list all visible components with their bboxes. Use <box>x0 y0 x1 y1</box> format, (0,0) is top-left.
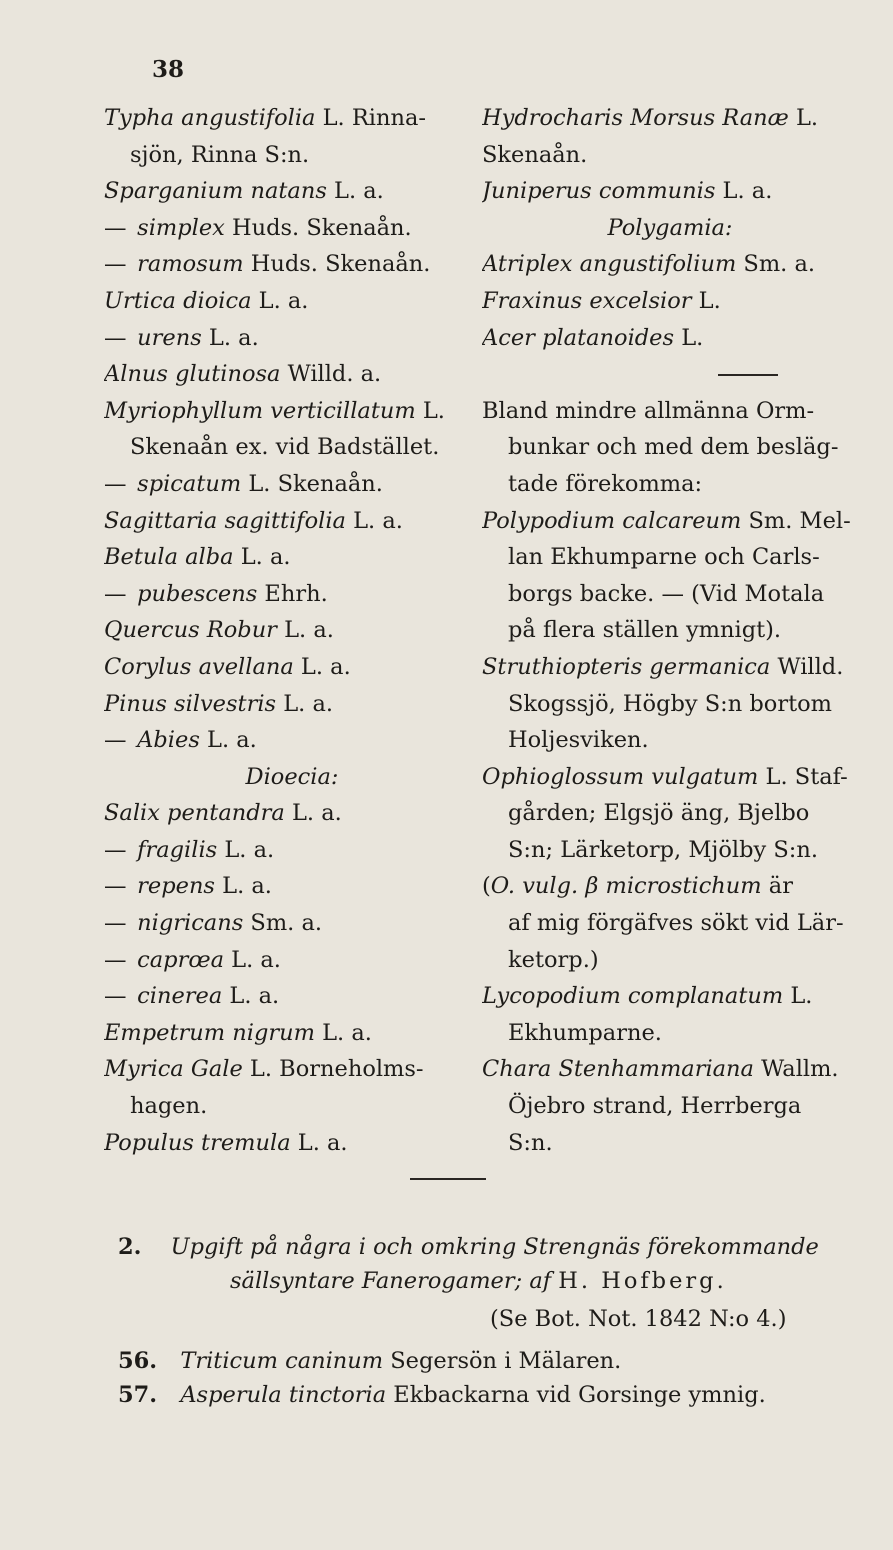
text-line <box>104 466 480 503</box>
species-name: Empetrum nigrum <box>104 1019 315 1046</box>
text-line <box>482 1125 858 1162</box>
line-text: hagen. <box>130 1093 208 1120</box>
species-name: Hydrocharis Morsus Ranæ <box>482 105 789 131</box>
line-text: L. a. <box>199 727 257 754</box>
section-number: 2. <box>118 1234 142 1260</box>
right-column <box>482 100 858 1161</box>
text-line <box>104 868 480 905</box>
line-text: Skenaån ex. vid Badstället. <box>130 434 440 461</box>
text-line <box>104 1015 480 1052</box>
line-text: L. a. <box>276 617 334 644</box>
text-line <box>104 722 480 759</box>
species-name: Urtica dioica <box>104 287 252 314</box>
line-text: tade förekomma: <box>508 470 703 497</box>
line-text: L. a. <box>214 873 272 900</box>
text-line <box>104 429 480 466</box>
text-line <box>104 832 480 869</box>
entry-56 <box>118 1348 621 1374</box>
entry-number: 56. <box>118 1348 158 1374</box>
species-name: spicatum <box>137 470 242 497</box>
species-name: Sagittaria sagittifolia <box>104 507 346 534</box>
text-line <box>104 246 480 283</box>
line-text: Huds. Skenaån. <box>224 214 412 241</box>
ditto-dash: — <box>104 580 127 607</box>
text-line <box>104 905 480 942</box>
text-line <box>104 759 480 796</box>
text-line <box>104 686 480 723</box>
species-name: Fraxinus excelsior <box>482 287 692 314</box>
text-line <box>482 649 858 686</box>
section-2-subtitle <box>230 1268 727 1294</box>
section-author: H. Hofberg. <box>558 1268 727 1294</box>
section-reference: (Se Bot. Not. 1842 N:o 4.) <box>490 1306 787 1332</box>
ditto-dash: — <box>104 946 127 973</box>
line-text: lan Ekhumparne och Carls- <box>508 544 820 571</box>
text-line <box>104 978 480 1015</box>
ditto-dash: — <box>104 470 127 497</box>
line-text: gården; Elgsjö äng, Bjelbo <box>508 800 810 827</box>
line-text: Huds. Skenaån. <box>243 251 431 278</box>
ditto-dash: — <box>104 983 127 1010</box>
line-text: ( <box>482 873 491 900</box>
short-rule <box>718 374 778 376</box>
text-line <box>104 942 480 979</box>
species-name: Salix pentandra <box>104 800 285 827</box>
line-text: L. a. <box>233 544 291 571</box>
line-text: S:n; Lärketorp, Mjölby S:n. <box>508 836 818 863</box>
species-name: Ophioglossum vulgatum <box>482 763 759 790</box>
text-line <box>482 1088 858 1125</box>
section-2-heading <box>118 1234 819 1260</box>
line-text: Wallm. <box>753 1056 839 1083</box>
text-line <box>104 503 480 540</box>
species-name: Chara Stenhammariana <box>482 1056 754 1083</box>
ditto-dash: — <box>104 214 127 241</box>
line-text: L. a. <box>314 1019 372 1046</box>
species-name: ramosum <box>137 251 244 278</box>
species-name: Betula alba <box>104 544 234 571</box>
text-line <box>482 795 858 832</box>
text-line <box>104 1088 480 1125</box>
left-column <box>104 100 480 1161</box>
text-line <box>104 1051 480 1088</box>
species-name: cinerea <box>137 983 223 1010</box>
line-text: sjön, Rinna S:n. <box>130 141 310 168</box>
text-line <box>104 1125 480 1162</box>
species-name: Myriophyllum verticillatum <box>104 397 416 424</box>
line-text: Ehrh. <box>257 580 328 607</box>
text-line <box>482 173 858 210</box>
text-line <box>482 429 858 466</box>
line-text: är <box>761 873 793 900</box>
species-name: repens <box>137 873 215 900</box>
line-text: L. a. <box>201 324 259 351</box>
entry-number: 57. <box>118 1382 158 1408</box>
text-line <box>104 137 480 174</box>
text-line <box>482 320 858 357</box>
text-line <box>482 759 858 796</box>
line-text: borgs backe. — (Vid Motala <box>508 580 825 607</box>
line-text: S:n. <box>508 1129 553 1156</box>
section-title-line1: Upgift på några i och omkring Strengnäs förekommande <box>170 1234 819 1260</box>
line-text: L. a. <box>276 690 334 717</box>
line-text: L. a. <box>251 287 309 314</box>
entry-species: Triticum caninum <box>180 1348 384 1374</box>
text-line <box>104 283 480 320</box>
ditto-dash: — <box>104 873 127 900</box>
text-line <box>482 942 858 979</box>
ditto-dash: — <box>104 836 127 863</box>
line-text: bunkar och med dem besläg- <box>508 434 839 461</box>
line-text: L. Borneholms- <box>242 1056 424 1083</box>
text-line <box>104 356 480 393</box>
text-line <box>104 393 480 430</box>
line-text: af mig förgäfves sökt vid Lär- <box>508 910 844 937</box>
text-line <box>482 356 858 393</box>
species-name: urens <box>137 324 202 351</box>
line-text: Skogssjö, Högby S:n bortom <box>508 690 833 717</box>
text-line <box>104 612 480 649</box>
line-text: L. Staf- <box>758 763 848 790</box>
text-line <box>104 320 480 357</box>
text-line <box>482 1051 858 1088</box>
text-line <box>104 649 480 686</box>
line-text: L. a. <box>326 178 384 205</box>
line-text: L. a. <box>224 946 281 973</box>
text-line <box>482 868 858 905</box>
line-text: L. <box>788 105 819 131</box>
text-line <box>482 503 858 540</box>
text-line <box>104 795 480 832</box>
entry-text: Segersön i Mälaren. <box>383 1348 622 1374</box>
line-text: L. a. <box>222 983 280 1010</box>
text-line <box>482 722 858 759</box>
text-line <box>482 246 858 283</box>
line-text: Holjesviken. <box>508 727 649 754</box>
species-name: pubescens <box>137 580 258 607</box>
line-text: Willd. <box>770 653 844 680</box>
species-name: simplex <box>137 214 225 241</box>
ditto-dash: — <box>104 324 127 351</box>
ditto-dash: — <box>104 910 127 937</box>
page-number: 38 <box>152 56 185 83</box>
species-name: Acer platanoides <box>482 324 675 351</box>
line-text: L. a. <box>345 507 403 534</box>
line-text: L. Skenaån. <box>241 470 383 497</box>
species-name: Polygamia: <box>607 214 733 241</box>
line-text: L. a. <box>290 1129 348 1156</box>
species-name: Struthiopteris germanica <box>482 653 771 680</box>
species-name: fragilis <box>137 836 218 863</box>
text-line <box>482 393 858 430</box>
text-line <box>482 100 858 137</box>
line-text: Öjebro strand, Herrberga <box>508 1093 802 1120</box>
species-name: Alnus glutinosa <box>104 361 281 388</box>
section-title-line2: sällsyntare Fanerogamer; <box>230 1268 523 1294</box>
text-line <box>104 539 480 576</box>
line-text: L. a. <box>217 836 275 863</box>
text-line <box>482 686 858 723</box>
text-line <box>482 539 858 576</box>
line-text: Sm. a. <box>736 251 816 278</box>
species-name: Corylus avellana <box>104 653 294 680</box>
line-text: L. <box>691 287 721 314</box>
species-name: Typha angustifolia <box>104 105 316 131</box>
species-name: Juniperus communis <box>482 178 716 205</box>
line-text: L. a. <box>715 178 773 205</box>
line-text: L. <box>674 324 704 351</box>
line-text: Ekhumparne. <box>508 1019 662 1046</box>
species-name: Myrica Gale <box>104 1056 243 1083</box>
line-text: Sm. Mel- <box>741 507 851 534</box>
text-line <box>482 978 858 1015</box>
species-name: Sparganium natans <box>104 178 327 205</box>
species-name: caprœa <box>137 946 224 973</box>
line-text: på flera ställen ymnigt). <box>508 617 782 644</box>
line-text: ketorp.) <box>508 946 599 973</box>
text-line <box>482 905 858 942</box>
ditto-dash: — <box>104 727 127 754</box>
line-text: Skenaån. <box>482 141 588 168</box>
line-text: L. a. <box>284 800 342 827</box>
line-text: L. a. <box>293 653 351 680</box>
line-text: Bland mindre allmänna Orm- <box>482 397 815 424</box>
text-line <box>482 283 858 320</box>
text-line <box>104 210 480 247</box>
text-line <box>104 173 480 210</box>
line-text: L. <box>415 397 445 424</box>
line-text: Sm. a. <box>243 910 323 937</box>
text-line <box>482 612 858 649</box>
species-name: Pinus silvestris <box>104 690 277 717</box>
entry-species: Asperula tinctoria <box>180 1382 387 1408</box>
text-line <box>104 576 480 613</box>
text-line <box>482 1015 858 1052</box>
species-name: Polypodium calcareum <box>482 507 742 534</box>
species-name: Lycopodium complanatum <box>482 983 784 1010</box>
species-name: Dioecia: <box>245 763 339 790</box>
entry-57 <box>118 1382 766 1408</box>
species-name: nigricans <box>137 910 244 937</box>
species-name: Populus tremula <box>104 1129 291 1156</box>
line-text: L. Rinna- <box>315 105 426 131</box>
species-name: Quercus Robur <box>104 617 277 644</box>
text-line <box>482 137 858 174</box>
line-text: L. <box>783 983 813 1010</box>
text-line <box>104 100 480 137</box>
text-line <box>482 466 858 503</box>
text-line <box>482 210 858 247</box>
ditto-dash: — <box>104 251 127 278</box>
species-name: Abies <box>137 727 200 754</box>
line-text: Willd. a. <box>280 361 382 388</box>
entry-text: Ekbackarna vid Gorsinge ymnig. <box>386 1382 766 1408</box>
section-divider <box>410 1178 486 1180</box>
species-name: Atriplex angustifolium <box>482 251 737 278</box>
text-line <box>482 832 858 869</box>
species-name: O. vulg. β microstichum <box>490 873 762 900</box>
section-title-af: af <box>529 1268 552 1294</box>
text-line <box>482 576 858 613</box>
